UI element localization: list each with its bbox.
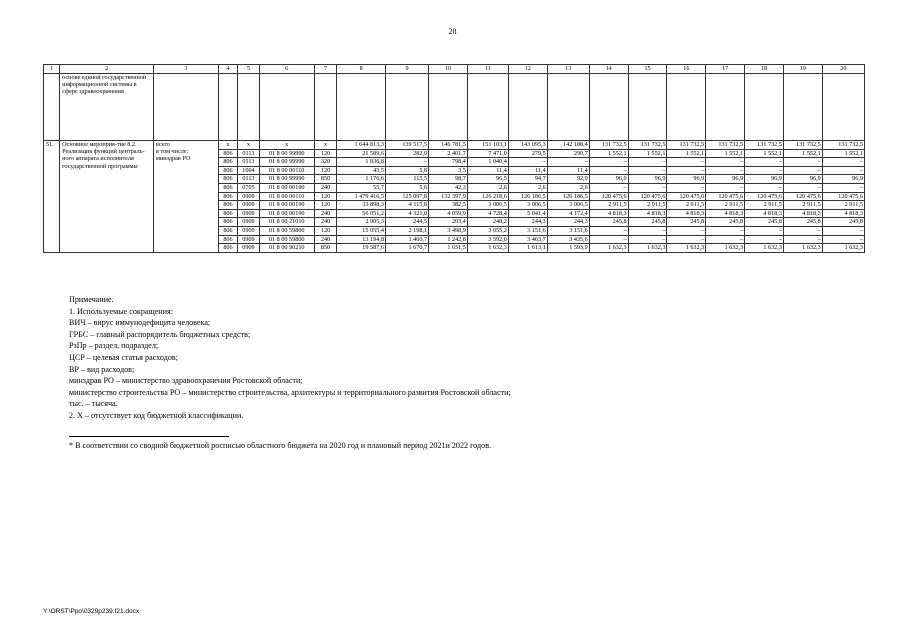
amount-cell: 120 475,6 [783,192,822,201]
amount-cell: – [589,158,628,167]
amount-cell: 96,9 [822,175,864,184]
code-cell: 0909 [238,209,260,218]
code-cell: 01 8 00 00190 [259,201,314,210]
amount-cell: 1 552,1 [628,149,667,158]
note-line: Примечание. [69,295,114,304]
code-cell: 0909 [238,201,260,210]
amount-cell: 126 186,5 [547,192,589,201]
amount-cell: – [667,226,706,235]
amount-cell: 1 040,4 [467,158,508,167]
code-cell: 1004 [238,166,260,175]
amount-cell: 120 475,6 [589,192,628,201]
column-header: 15 [628,65,667,74]
amount-cell: – [822,235,864,244]
amount-cell: 125 097,8 [385,192,428,201]
amount-cell: 2,6 [547,183,589,192]
amount-cell: 131 732,5 [667,141,706,150]
column-header: 20 [822,65,864,74]
amount-cell: 96,9 [628,175,667,184]
code-cell: 320 [314,158,337,167]
amount-cell: 245,8 [783,218,822,227]
amount-cell: 3 592,0 [467,235,508,244]
amount-cell: 4 728,4 [467,209,508,218]
cell [44,74,60,141]
amount-cell: 11,4 [508,166,547,175]
code-cell: 01 8 00 00110 [259,166,314,175]
amount-cell: 1 613,1 [508,244,547,253]
column-header: 2 [60,65,154,74]
amount-cell: 143 095,3 [508,141,547,150]
amount-cell: 4 172,4 [547,209,589,218]
code-cell: x [218,141,237,150]
amount-cell: 3 435,6 [547,235,589,244]
amount-cell: 146 781,5 [429,141,468,150]
note-line: 1. Используемые сокращения: [69,306,173,316]
amount-cell: 15 055,4 [337,226,386,235]
amount-cell: 2,6 [467,183,508,192]
column-header: 5 [238,65,260,74]
amount-cell: 3 151,6 [547,226,589,235]
column-header: 10 [429,65,468,74]
amount-cell: 2 911,5 [589,201,628,210]
notes-section [69,294,511,422]
amount-cell: – [547,158,589,167]
amount-cell: – [783,166,822,175]
amount-cell: 245,8 [745,218,784,227]
cell [547,74,589,141]
note-line: 2. Х – отсутствует код бюджетной классификации. [69,410,244,420]
column-header: 17 [706,65,745,74]
code-cell: 240 [314,235,337,244]
amount-cell: 4 818,3 [667,209,706,218]
amount-cell: – [706,158,745,167]
amount-cell: 1 632,3 [822,244,864,253]
code-cell: 120 [314,192,337,201]
column-header: 4 [218,65,237,74]
amount-cell: 1 632,3 [667,244,706,253]
amount-cell: 96,9 [783,175,822,184]
note-line: тыс. – тысяча. [69,399,118,409]
amount-cell: 1 552,1 [589,149,628,158]
amount-cell: 120 475,6 [628,192,667,201]
code-cell: 806 [218,158,237,167]
column-header: 1 [44,65,60,74]
amount-cell: 120 475,6 [745,192,784,201]
code-cell: 01 8 00 90210 [259,244,314,253]
amount-cell: 4 818,3 [628,209,667,218]
code-cell: 0909 [238,244,260,253]
amount-cell: 1 552,1 [783,149,822,158]
amount-cell: 2 911,5 [667,201,706,210]
amount-cell: 245,8 [667,218,706,227]
code-cell: 850 [314,244,337,253]
cell [706,74,745,141]
amount-cell: 3 463,7 [508,235,547,244]
table-header-row [44,65,865,74]
amount-cell: – [822,226,864,235]
amount-cell: 1 836,8 [337,158,386,167]
amount-cell: 2 911,5 [628,201,667,210]
amount-cell: 2 911,5 [745,201,784,210]
amount-cell: – [508,158,547,167]
table-row-continuation [44,74,865,141]
amount-cell: 94,7 [508,175,547,184]
amount-cell: 131 732,5 [706,141,745,150]
code-cell: 120 [314,201,337,210]
code-cell: x [238,141,260,150]
amount-cell: 244,3 [547,218,589,227]
amount-cell: 5,8 [385,166,428,175]
code-cell: 01 8 00 00110 [259,192,314,201]
cell [467,74,508,141]
code-cell: 806 [218,244,237,253]
note-line: РзПр – раздел, подраздел; [69,341,159,351]
amount-cell: 2 401,7 [429,149,468,158]
column-header: 19 [783,65,822,74]
code-cell: 120 [314,149,337,158]
code-cell: 01 8 00 00190 [259,209,314,218]
code-cell: 806 [218,175,237,184]
amount-cell: 1 670,7 [385,244,428,253]
budget-table [43,64,865,253]
cell [508,74,547,141]
code-cell: 806 [218,201,237,210]
code-cell: 240 [314,218,337,227]
cell [783,74,822,141]
amount-cell: 4 818,3 [783,209,822,218]
note-line: ВИЧ – вирус иммунодефицита человека; [69,318,211,328]
footnote-divider [69,436,229,437]
note-line: ЦСР – целевая статья расходов; [69,352,178,362]
cell [822,74,864,141]
amount-cell: 131 732,5 [628,141,667,150]
code-cell: 0113 [238,175,260,184]
amount-cell: 151 103,1 [467,141,508,150]
table-row [44,141,865,150]
amount-cell: – [783,226,822,235]
cell [429,74,468,141]
cell [314,74,337,141]
column-header: 13 [547,65,589,74]
amount-cell: 33 898,3 [337,201,386,210]
measure-name: Основное мероприя-тие 8.2. Реализация функций централь-ного аппарата исполнителя государственной программы [60,141,154,253]
column-header: 14 [589,65,628,74]
note-line: минздрав РО – министерство здравоохранения Ростовской области; [69,376,303,386]
amount-cell: – [745,166,784,175]
amount-cell: 96,9 [589,175,628,184]
amount-cell: 248,2 [467,218,508,227]
code-cell: 806 [218,218,237,227]
cell [154,74,219,141]
amount-cell: 5,6 [385,183,428,192]
cell [745,74,784,141]
amount-cell: 21 589,6 [337,149,386,158]
amount-cell: 131 732,5 [589,141,628,150]
amount-cell: 1 460,7 [385,235,428,244]
code-cell: 806 [218,149,237,158]
footnote: * В соответствии со сводной бюджетной росписью областного бюджета на 2020 год и плановый период 2021и 2022 годов. [69,441,492,450]
amount-cell: – [706,183,745,192]
amount-cell: 3 151,6 [508,226,547,235]
amount-cell: – [745,183,784,192]
code-cell: 806 [218,235,237,244]
amount-cell: – [745,226,784,235]
column-header: 16 [667,65,706,74]
amount-cell: – [783,235,822,244]
amount-cell: 1 651,5 [429,244,468,253]
amount-cell: – [706,235,745,244]
code-cell: 850 [314,175,337,184]
cell [259,74,314,141]
amount-cell: – [706,166,745,175]
amount-cell: – [822,166,864,175]
cell [238,74,260,141]
column-header: 9 [385,65,428,74]
amount-cell: – [628,158,667,167]
amount-cell: 11,4 [547,166,589,175]
amount-cell: 290,7 [547,149,589,158]
amount-cell: – [745,158,784,167]
amount-cell: 1 593,9 [547,244,589,253]
amount-cell: 1 552,1 [706,149,745,158]
grbs-line: всего [156,141,170,148]
amount-cell: 1 632,3 [589,244,628,253]
code-cell: 0705 [238,183,260,192]
amount-cell: – [783,183,822,192]
amount-cell: 131 732,5 [822,141,864,150]
amount-cell: 1 552,1 [822,149,864,158]
amount-cell: 245,8 [706,218,745,227]
cell [589,74,628,141]
page-number: 28 [448,27,457,36]
amount-cell: – [589,183,628,192]
amount-cell: – [589,226,628,235]
cell [628,74,667,141]
amount-cell: 1 632,3 [783,244,822,253]
amount-cell: 282,0 [385,149,428,158]
amount-cell: – [783,158,822,167]
amount-cell: – [589,166,628,175]
amount-cell: 3 006,5 [547,201,589,210]
amount-cell: 4 818,3 [589,209,628,218]
amount-cell: 4 818,3 [822,209,864,218]
amount-cell: 13 194,8 [337,235,386,244]
amount-cell: 92,9 [547,175,589,184]
amount-cell: 4 818,3 [706,209,745,218]
amount-cell: 244,5 [385,218,428,227]
amount-cell: – [628,226,667,235]
amount-cell: 382,5 [429,201,468,210]
code-cell: 01 8 00 99990 [259,149,314,158]
amount-cell: 1 632,3 [706,244,745,253]
code-cell: 240 [314,183,337,192]
code-cell: 0909 [238,226,260,235]
amount-cell: 120 475,6 [706,192,745,201]
grbs-line: минздрав РО [156,155,191,163]
amount-cell: 3 006,5 [467,201,508,210]
amount-cell: 132 397,9 [429,192,468,201]
code-cell: 806 [218,226,237,235]
amount-cell: 115,5 [385,175,428,184]
cell [667,74,706,141]
amount-cell: 7 471,0 [467,149,508,158]
amount-cell: – [667,183,706,192]
code-cell: 01 8 00 99990 [259,158,314,167]
code-cell: x [314,141,337,150]
note-line: ВР – вид расходов; [69,364,135,374]
amount-cell: 139 517,5 [385,141,428,150]
amount-cell: 131 732,5 [745,141,784,150]
cell [385,74,428,141]
amount-cell: 245,8 [822,218,864,227]
amount-cell: 126 218,6 [467,192,508,201]
code-cell: x [259,141,314,150]
amount-cell: 1 632,3 [628,244,667,253]
amount-cell: 43,5 [337,166,386,175]
amount-cell: 2 905,3 [337,218,386,227]
amount-cell: 96,5 [467,175,508,184]
code-cell: 120 [314,226,337,235]
column-header: 12 [508,65,547,74]
amount-cell: – [628,166,667,175]
code-cell: 120 [314,166,337,175]
amount-cell: 11,4 [467,166,508,175]
amount-cell: 2 911,5 [706,201,745,210]
amount-cell: 126 186,5 [508,192,547,201]
amount-cell: – [667,235,706,244]
grbs-line: в том числе: [156,148,189,156]
amount-cell: – [628,235,667,244]
code-cell: 240 [314,209,337,218]
amount-cell: 1 552,1 [745,149,784,158]
code-cell: 806 [218,166,237,175]
amount-cell: 56 051,2 [337,209,386,218]
amount-cell: 3 498,9 [429,226,468,235]
cell [218,74,237,141]
column-header: 11 [467,65,508,74]
amount-cell: 3,5 [429,166,468,175]
amount-cell: – [822,158,864,167]
code-cell: 806 [218,192,237,201]
amount-cell: 96,9 [706,175,745,184]
amount-cell: 1 242,8 [429,235,468,244]
code-cell: 0909 [238,192,260,201]
amount-cell: 5 041,4 [508,209,547,218]
amount-cell: 244,3 [508,218,547,227]
amount-cell: 19 587,6 [337,244,386,253]
code-cell: 0113 [238,158,260,167]
amount-cell: 798,4 [429,158,468,167]
row-number: 51. [44,141,60,253]
amount-cell: 2 198,1 [385,226,428,235]
amount-cell: 1 632,3 [467,244,508,253]
amount-cell: 131 732,5 [783,141,822,150]
amount-cell: 2,6 [508,183,547,192]
amount-cell: – [667,166,706,175]
code-cell: 01 8 00 59800 [259,235,314,244]
amount-cell: 245,8 [589,218,628,227]
grbs-cell [154,141,219,253]
amount-cell: – [589,235,628,244]
code-cell: 01 8 00 21010 [259,218,314,227]
amount-cell: 3 055,2 [467,226,508,235]
amount-cell: 2 911,5 [822,201,864,210]
amount-cell: 4 321,0 [385,209,428,218]
amount-cell: – [628,183,667,192]
column-header: 8 [337,65,386,74]
amount-cell: 2 911,5 [783,201,822,210]
amount-cell: 1 176,6 [337,175,386,184]
amount-cell: 4 115,8 [385,201,428,210]
note-line: министерство строительства РО – министерство строительства, архитектуры и территориального развития Ростовской области; [69,387,511,397]
column-header: 18 [745,65,784,74]
code-cell: 01 8 00 59800 [259,226,314,235]
amount-cell: 96,9 [745,175,784,184]
amount-cell: 4 059,9 [429,209,468,218]
amount-cell: – [822,183,864,192]
code-cell: 0113 [238,149,260,158]
column-header: 3 [154,65,219,74]
amount-cell: 1 552,1 [667,149,706,158]
amount-cell: – [706,226,745,235]
amount-cell: 279,5 [508,149,547,158]
amount-cell: 1 632,3 [745,244,784,253]
amount-cell: – [385,158,428,167]
code-cell: 01 8 00 00190 [259,183,314,192]
code-cell: 0909 [238,218,260,227]
amount-cell: 96,9 [667,175,706,184]
amount-cell: – [745,235,784,244]
column-header: 7 [314,65,337,74]
code-cell: 01 8 00 99990 [259,175,314,184]
amount-cell: 4 818,3 [745,209,784,218]
amount-cell: 120 475,6 [667,192,706,201]
amount-cell: 1 479 416,5 [337,192,386,201]
code-cell: 0909 [238,235,260,244]
amount-cell: 120 475,6 [822,192,864,201]
amount-cell: 245,8 [628,218,667,227]
amount-cell: 142 188,4 [547,141,589,150]
amount-cell: 42,3 [429,183,468,192]
amount-cell: – [667,158,706,167]
column-header: 6 [259,65,314,74]
amount-cell: 55,7 [337,183,386,192]
amount-cell: 1 644 813,3 [337,141,386,150]
continuation-name: основе единой государственной информационной системы в сфере здравоохранения [60,74,154,141]
code-cell: 806 [218,183,237,192]
amount-cell: 203,4 [429,218,468,227]
amount-cell: 98,7 [429,175,468,184]
amount-cell: 3 006,5 [508,201,547,210]
file-path: Y:\ORST\Ppo\0329p239.f21.docx [43,608,140,615]
note-line: ГРБС – главный распорядитель бюджетных средств; [69,329,251,339]
code-cell: 806 [218,209,237,218]
cell [337,74,386,141]
